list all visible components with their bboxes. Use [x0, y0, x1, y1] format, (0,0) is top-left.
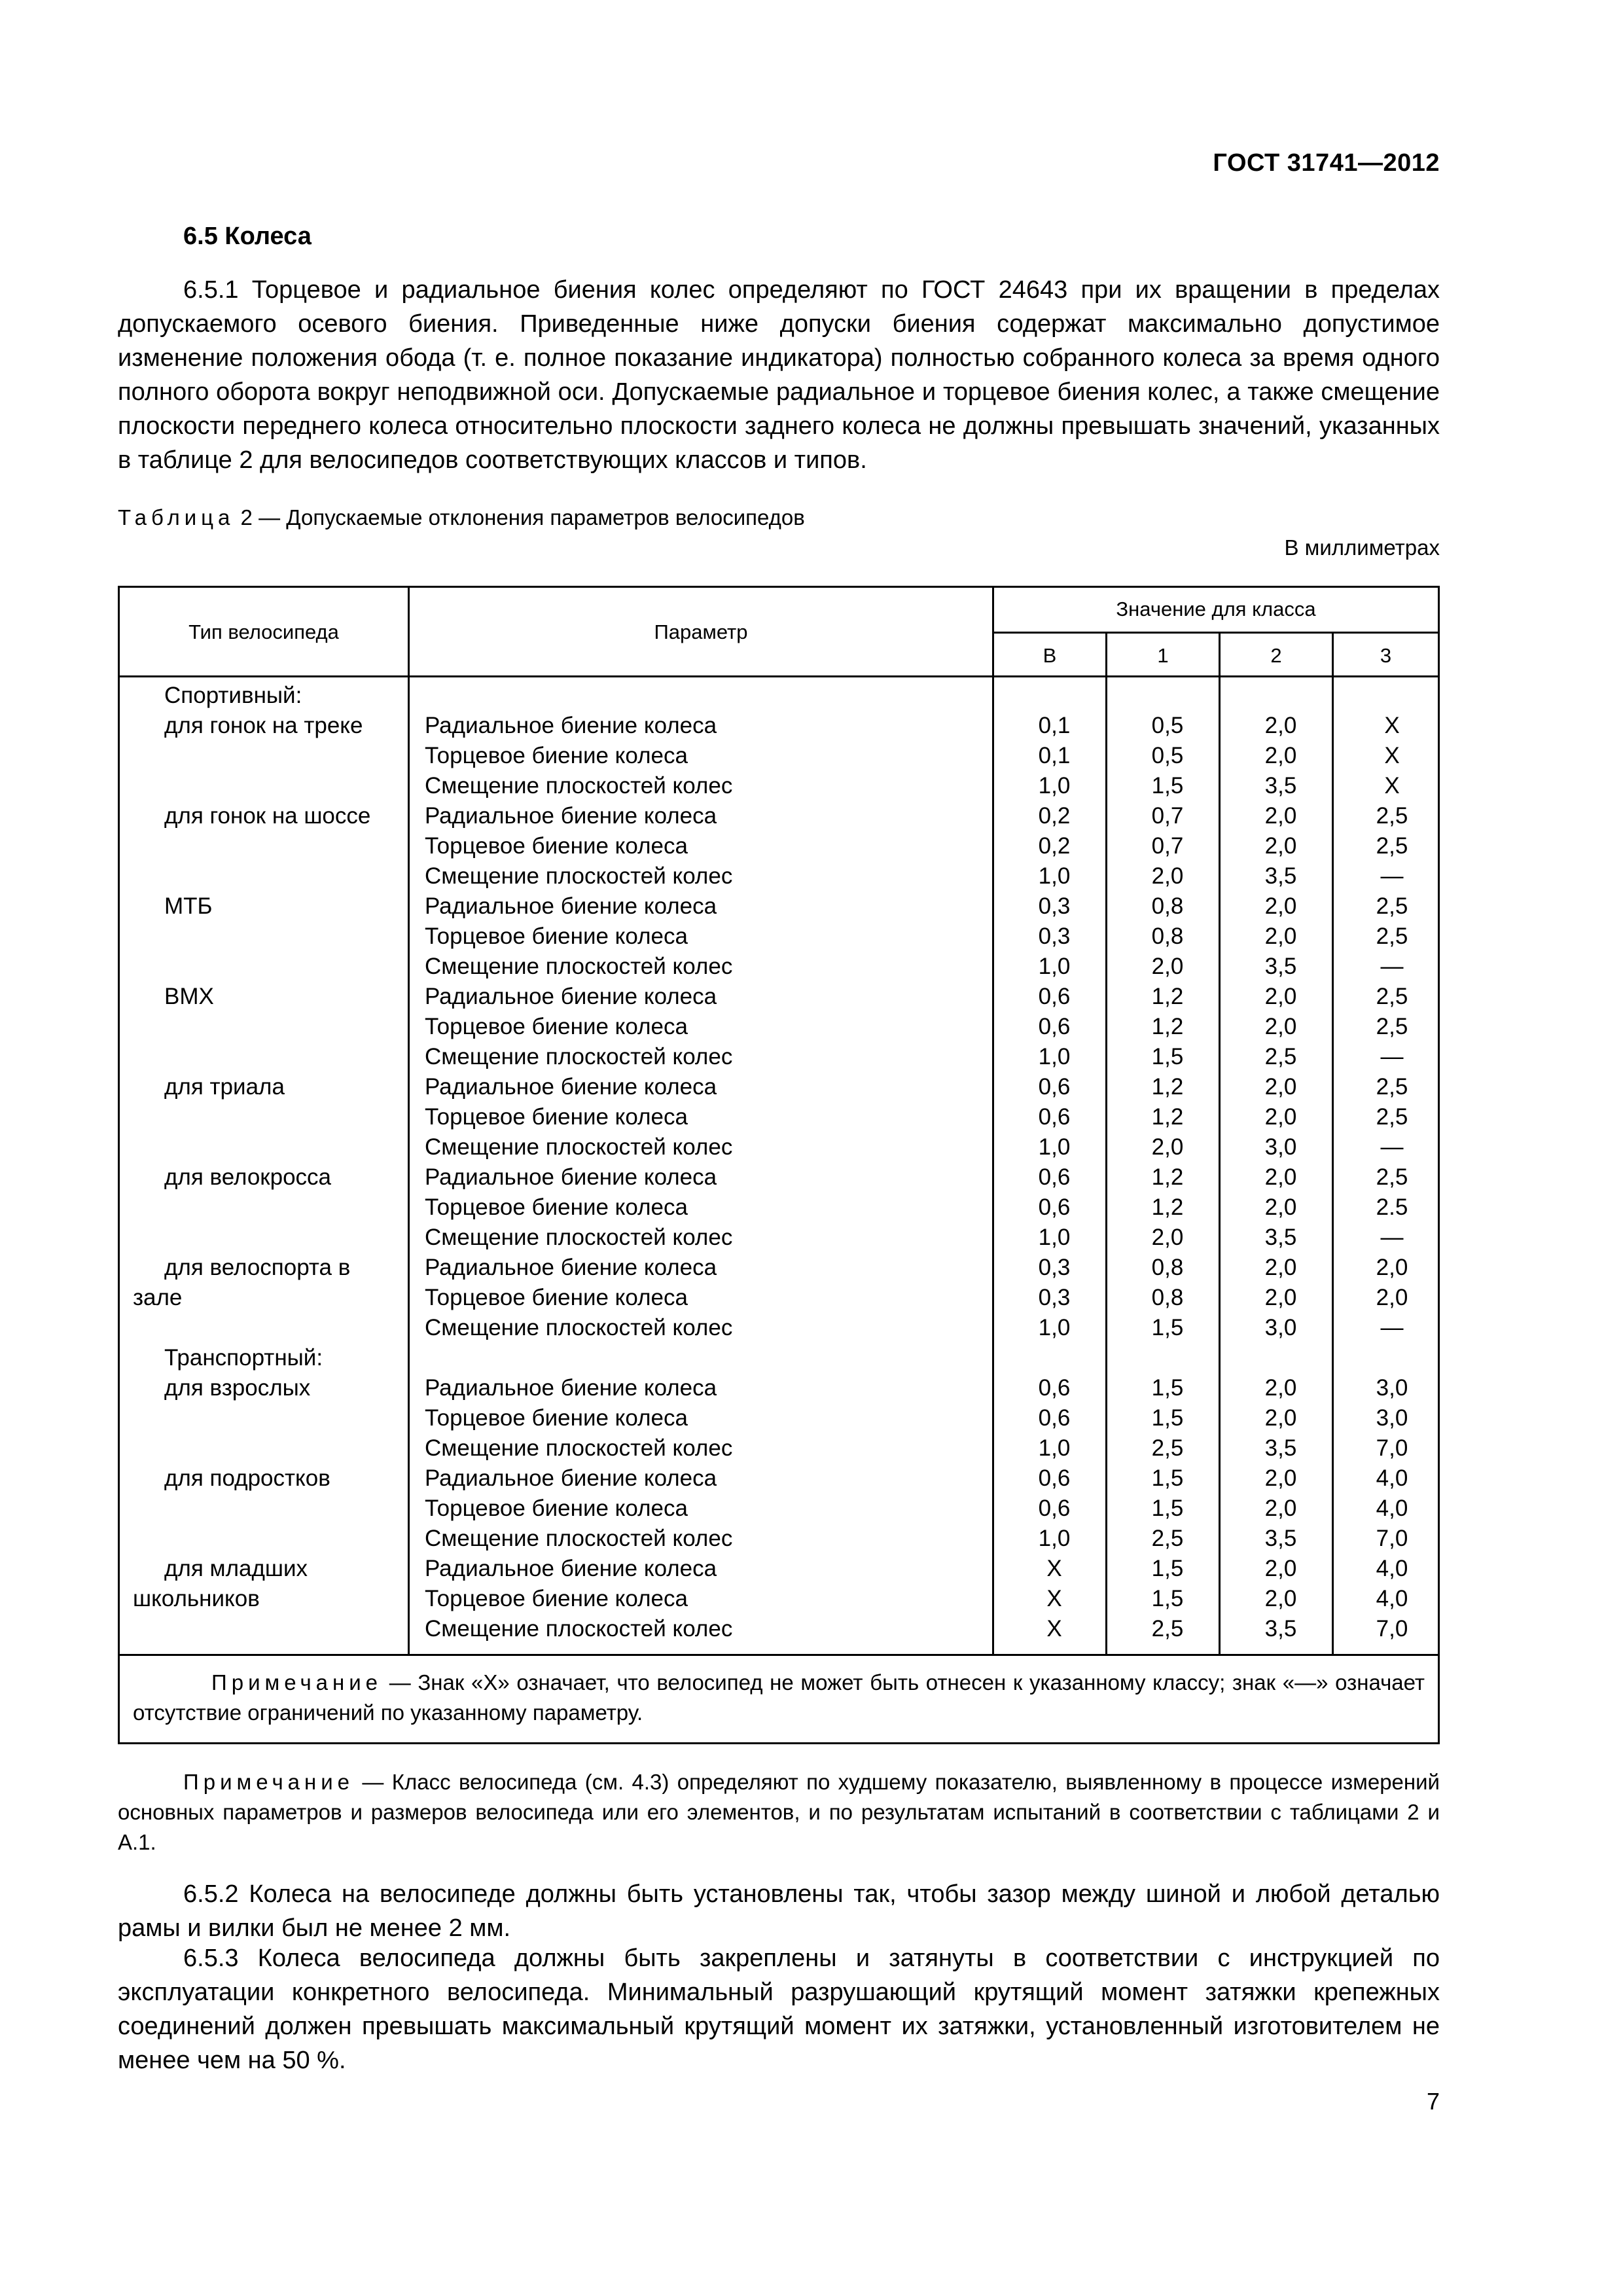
- parameter-cell: Радиальное биение колеса: [425, 1074, 717, 1100]
- class-2-value: 2,0: [1264, 1074, 1297, 1100]
- section-title: 6.5 Колеса: [183, 223, 312, 250]
- table-note: [133, 1668, 1425, 1728]
- header-class-b: В: [1043, 644, 1057, 667]
- class-2-value: 2,0: [1264, 893, 1297, 919]
- table-row: [120, 1343, 1438, 1373]
- bicycle-type-cell: Транспортный:: [164, 1345, 323, 1371]
- parameter-cell: Торцевое биение колеса: [425, 1496, 688, 1521]
- table-row: [120, 1463, 1438, 1494]
- class-b-value: 1,0: [1038, 1315, 1071, 1340]
- table-row: [120, 1403, 1438, 1433]
- class-2-value: 3,5: [1264, 1526, 1297, 1551]
- class-2-value: 3,5: [1264, 954, 1297, 979]
- class-3-value: X: [1384, 773, 1400, 798]
- class-2-value: 2,0: [1264, 1014, 1297, 1039]
- table-row: [120, 1494, 1438, 1524]
- bicycle-type-cell: ВМХ: [164, 984, 214, 1009]
- class-b-value: 1,0: [1038, 1225, 1071, 1250]
- table-row: [120, 1223, 1438, 1253]
- class-3-value: 2,5: [1376, 1074, 1408, 1100]
- class-1-value: 1,5: [1151, 1315, 1184, 1340]
- table-row: [120, 1012, 1438, 1042]
- class-2-value: 2,0: [1264, 833, 1297, 859]
- class-b-value: 0,6: [1038, 1194, 1071, 1220]
- class-3-value: 2,5: [1376, 984, 1408, 1009]
- class-2-value: 2,0: [1264, 1496, 1297, 1521]
- table-row: [120, 1554, 1438, 1584]
- class-3-value: —: [1380, 863, 1404, 889]
- bicycle-type-cell: для велоспорта в: [164, 1255, 351, 1280]
- class-3-value: 2.5: [1376, 1194, 1408, 1220]
- bicycle-type-cell: для гонок на шоссе: [164, 803, 371, 829]
- table-row: [120, 831, 1438, 861]
- parameter-cell: Смещение плоскостей колес: [425, 954, 733, 979]
- class-2-value: 2,0: [1264, 1164, 1297, 1190]
- class-1-value: 2,0: [1151, 1225, 1184, 1250]
- class-1-value: 2,5: [1151, 1616, 1184, 1641]
- class-b-value: 0,3: [1038, 893, 1071, 919]
- bicycle-type-cell: для подростков: [164, 1465, 330, 1491]
- class-3-value: 4,0: [1376, 1465, 1408, 1491]
- parameter-cell: Радиальное биение колеса: [425, 1556, 717, 1581]
- class-3-value: 2,0: [1376, 1285, 1408, 1310]
- parameter-cell: Смещение плоскостей колес: [425, 1526, 733, 1551]
- class-b-value: 1,0: [1038, 1435, 1071, 1461]
- parameter-cell: Смещение плоскостей колес: [425, 1616, 733, 1641]
- class-2-value: 3,5: [1264, 1616, 1297, 1641]
- class-2-value: 2,0: [1264, 1465, 1297, 1491]
- class-b-value: 0,6: [1038, 1375, 1071, 1401]
- class-2-value: 3,5: [1264, 773, 1297, 798]
- table-row: [120, 1162, 1438, 1193]
- divider: [992, 632, 1438, 634]
- class-3-value: 4,0: [1376, 1586, 1408, 1611]
- class-b-value: 0,6: [1038, 1405, 1071, 1431]
- divider: [120, 1654, 1438, 1656]
- parameter-cell: Радиальное биение колеса: [425, 803, 717, 829]
- bicycle-type-cell: для взрослых: [164, 1375, 311, 1401]
- table-row: [120, 1072, 1438, 1102]
- class-b-value: 0,3: [1038, 1255, 1071, 1280]
- table-row: [120, 1042, 1438, 1072]
- class-b-value: X: [1046, 1616, 1062, 1641]
- page-number: 7: [1426, 2088, 1440, 2115]
- class-3-value: 7,0: [1376, 1526, 1408, 1551]
- class-b-value: 0,3: [1038, 1285, 1071, 1310]
- table-row: [120, 1373, 1438, 1403]
- class-1-value: 1,5: [1151, 1375, 1184, 1401]
- class-2-value: 2,5: [1264, 1044, 1297, 1069]
- parameter-cell: Смещение плоскостей колес: [425, 1435, 733, 1461]
- class-3-value: 2,5: [1376, 893, 1408, 919]
- table-row: [120, 711, 1438, 741]
- class-b-value: 1,0: [1038, 1526, 1071, 1551]
- class-3-value: —: [1380, 1225, 1404, 1250]
- table-caption-text: 2 — Допускаемые отклонения параметров велосипедов: [234, 505, 805, 529]
- class-3-value: —: [1380, 1044, 1404, 1069]
- class-1-value: 0,5: [1151, 713, 1184, 738]
- document-code: ГОСТ 31741—2012: [1213, 149, 1440, 177]
- class-b-value: X: [1046, 1556, 1062, 1581]
- class-b-value: 0,2: [1038, 803, 1071, 829]
- table-row: [120, 922, 1438, 952]
- table-row: [120, 741, 1438, 771]
- class-b-value: 0,3: [1038, 924, 1071, 949]
- class-1-value: 0,8: [1151, 1285, 1184, 1310]
- table-body: [120, 681, 1438, 1644]
- class-3-value: 2,5: [1376, 1104, 1408, 1130]
- class-1-value: 2,0: [1151, 863, 1184, 889]
- table-row: [120, 1614, 1438, 1644]
- class-b-value: 0,6: [1038, 1496, 1071, 1521]
- class-b-value: 1,0: [1038, 954, 1071, 979]
- bicycle-type-cell: для велокросса: [164, 1164, 332, 1190]
- table-row: [120, 771, 1438, 801]
- table-caption-word: Таблица: [118, 505, 235, 529]
- tolerance-table: [118, 586, 1440, 1744]
- class-1-value: 1,5: [1151, 1496, 1184, 1521]
- class-3-value: 2,5: [1376, 924, 1408, 949]
- parameter-cell: Смещение плоскостей колес: [425, 1315, 733, 1340]
- class-2-value: 3,0: [1264, 1315, 1297, 1340]
- class-2-value: 2,0: [1264, 1556, 1297, 1581]
- class-2-value: 2,0: [1264, 984, 1297, 1009]
- parameter-cell: Торцевое биение колеса: [425, 743, 688, 768]
- class-3-value: 4,0: [1376, 1496, 1408, 1521]
- class-1-value: 1,2: [1151, 984, 1184, 1009]
- table-row: [120, 801, 1438, 831]
- table-row: [120, 1132, 1438, 1162]
- parameter-cell: Смещение плоскостей колес: [425, 1225, 733, 1250]
- class-b-value: 1,0: [1038, 863, 1071, 889]
- class-1-value: 1,2: [1151, 1074, 1184, 1100]
- bicycle-type-cell: Спортивный:: [164, 683, 302, 708]
- parameter-cell: Радиальное биение колеса: [425, 1164, 717, 1190]
- class-1-value: 1,2: [1151, 1194, 1184, 1220]
- class-3-value: 3,0: [1376, 1375, 1408, 1401]
- class-1-value: 1,2: [1151, 1164, 1184, 1190]
- parameter-cell: Радиальное биение колеса: [425, 1465, 717, 1491]
- header-value-group: Значение для класса: [1116, 598, 1316, 620]
- bicycle-type-cell: для гонок на треке: [164, 713, 363, 738]
- table-note-word: Примечание: [211, 1670, 383, 1695]
- parameter-cell: Торцевое биение колеса: [425, 1586, 688, 1611]
- class-1-value: 2,0: [1151, 1134, 1184, 1160]
- class-b-value: 1,0: [1038, 1134, 1071, 1160]
- class-1-value: 0,8: [1151, 924, 1184, 949]
- parameter-cell: Торцевое биение колеса: [425, 1014, 688, 1039]
- header-class-1: 1: [1157, 644, 1169, 667]
- parameter-cell: Радиальное биение колеса: [425, 984, 717, 1009]
- parameter-cell: Торцевое биение колеса: [425, 1194, 688, 1220]
- parameter-cell: Радиальное биение колеса: [425, 1255, 717, 1280]
- class-2-value: 2,0: [1264, 1285, 1297, 1310]
- table-row: [120, 1193, 1438, 1223]
- class-1-value: 1,5: [1151, 1586, 1184, 1611]
- class-1-value: 1,5: [1151, 773, 1184, 798]
- table-row: [120, 861, 1438, 891]
- class-3-value: X: [1384, 743, 1400, 768]
- classification-note: [118, 1767, 1440, 1857]
- class-2-value: 2,0: [1264, 713, 1297, 738]
- class-b-value: 0,6: [1038, 1465, 1071, 1491]
- table-row: [120, 1524, 1438, 1554]
- table-note-text: — Знак «Х» означает, что велосипед не может быть отнесен к указанному классу; знак «—» означает отсутствие ограничений по указанному параметру.: [133, 1670, 1425, 1725]
- parameter-cell: Радиальное биение колеса: [425, 1375, 717, 1401]
- bicycle-type-cell: для триала: [164, 1074, 285, 1100]
- class-3-value: 7,0: [1376, 1616, 1408, 1641]
- class-2-value: 3,5: [1264, 863, 1297, 889]
- class-1-value: 2,0: [1151, 954, 1184, 979]
- header-class-3: 3: [1380, 644, 1392, 667]
- class-1-value: 1,2: [1151, 1104, 1184, 1130]
- parameter-cell: Смещение плоскостей колес: [425, 863, 733, 889]
- class-1-value: 1,5: [1151, 1044, 1184, 1069]
- note-word: Примечание: [183, 1770, 355, 1794]
- class-1-value: 0,8: [1151, 893, 1184, 919]
- class-3-value: 2,5: [1376, 1164, 1408, 1190]
- class-3-value: 7,0: [1376, 1435, 1408, 1461]
- class-2-value: 3,5: [1264, 1435, 1297, 1461]
- class-b-value: 0,6: [1038, 1104, 1071, 1130]
- class-b-value: 1,0: [1038, 773, 1071, 798]
- class-2-value: 3,0: [1264, 1134, 1297, 1160]
- parameter-cell: Смещение плоскостей колес: [425, 1134, 733, 1160]
- table-units: В миллиметрах: [1284, 535, 1440, 560]
- class-3-value: 3,0: [1376, 1405, 1408, 1431]
- table-row: [120, 1283, 1438, 1313]
- class-2-value: 2,0: [1264, 1255, 1297, 1280]
- class-3-value: X: [1384, 713, 1400, 738]
- class-b-value: 0,6: [1038, 1074, 1071, 1100]
- table-row: [120, 1313, 1438, 1343]
- header-class-2: 2: [1270, 644, 1282, 667]
- class-1-value: 2,5: [1151, 1526, 1184, 1551]
- header-type: Тип велосипеда: [188, 620, 339, 643]
- table-row: [120, 681, 1438, 711]
- class-3-value: 4,0: [1376, 1556, 1408, 1581]
- parameter-cell: Радиальное биение колеса: [425, 713, 717, 738]
- paragraph-6-5-2: 6.5.2 Колеса на велосипеде должны быть установлены так, чтобы зазор между шиной и любой деталью рамы и вилки был не менее 2 мм.: [118, 1880, 1440, 1942]
- parameter-cell: Торцевое биение колеса: [425, 1405, 688, 1431]
- parameter-cell: Смещение плоскостей колес: [425, 1044, 733, 1069]
- class-3-value: 2,0: [1376, 1255, 1408, 1280]
- class-1-value: 0,7: [1151, 833, 1184, 859]
- bicycle-type-cell: для младших: [164, 1556, 308, 1581]
- parameter-cell: Торцевое биение колеса: [425, 1285, 688, 1310]
- class-b-value: 0,6: [1038, 1164, 1071, 1190]
- table-row: [120, 1433, 1438, 1463]
- parameter-cell: Торцевое биение колеса: [425, 924, 688, 949]
- table-row: [120, 1584, 1438, 1614]
- class-b-value: 0,1: [1038, 743, 1071, 768]
- class-2-value: 3,5: [1264, 1225, 1297, 1250]
- header-param: Параметр: [654, 620, 748, 643]
- class-2-value: 2,0: [1264, 743, 1297, 768]
- table-row: [120, 952, 1438, 982]
- class-1-value: 1,2: [1151, 1014, 1184, 1039]
- class-1-value: 2,5: [1151, 1435, 1184, 1461]
- class-3-value: 2,5: [1376, 803, 1408, 829]
- class-3-value: 2,5: [1376, 833, 1408, 859]
- parameter-cell: Торцевое биение колеса: [425, 1104, 688, 1130]
- class-2-value: 2,0: [1264, 1405, 1297, 1431]
- bicycle-type-cell: МТБ: [164, 893, 213, 919]
- class-1-value: 0,8: [1151, 1255, 1184, 1280]
- class-1-value: 0,5: [1151, 743, 1184, 768]
- class-2-value: 2,0: [1264, 1586, 1297, 1611]
- class-3-value: —: [1380, 1134, 1404, 1160]
- class-b-value: 1,0: [1038, 1044, 1071, 1069]
- parameter-cell: Смещение плоскостей колес: [425, 773, 733, 798]
- table-row: [120, 1253, 1438, 1283]
- table-row: [120, 891, 1438, 922]
- paragraph-6-5-3: 6.5.3 Колеса велосипеда должны быть закреплены и затянуты в соответствии с инструкцией по эксплуатации конкретного велосипеда. Минимальный разрушающий крутящий момент затяжки крепежных соединений должен превышать максимальный крутящий момент их затяжки, установленный изготовителем не менее чем на 50 %.: [118, 1945, 1440, 2074]
- class-b-value: X: [1046, 1586, 1062, 1611]
- class-1-value: 0,7: [1151, 803, 1184, 829]
- table-row: [120, 982, 1438, 1012]
- table-caption: [118, 505, 805, 530]
- class-1-value: 1,5: [1151, 1556, 1184, 1581]
- class-3-value: —: [1380, 954, 1404, 979]
- class-b-value: 0,1: [1038, 713, 1071, 738]
- paragraph-6-5-1: 6.5.1 Торцевое и радиальное биения колес определяют по ГОСТ 24643 при их вращении в пределах допускаемого осевого биения. Приведенные ниже допуски биения содержат максимально допустимое изменение положения обода (т. е. полное показание индикатора) полностью собранного колеса за время одного полного оборота вокруг неподвижной оси. Допускаемые радиальное и торцевое биения колес, а также смещение плоскости переднего колеса относительно плоскости заднего колеса не должны превышать значений, указанных в таблице 2 для велосипедов соответствующих классов и типов.: [118, 276, 1440, 474]
- bicycle-type-cell: зале: [133, 1285, 183, 1310]
- note-text: — Класс велосипеда (см. 4.3) определяют по худшему показателю, выявленному в процессе измерений основных параметров и размеров велосипеда или его элементов, и по результатам испытаний в соответствии с таблицами 2 и А.1.: [118, 1770, 1440, 1854]
- class-b-value: 0,6: [1038, 1014, 1071, 1039]
- class-2-value: 2,0: [1264, 1104, 1297, 1130]
- divider: [120, 675, 1438, 677]
- class-2-value: 2,0: [1264, 803, 1297, 829]
- class-3-value: —: [1380, 1315, 1404, 1340]
- class-2-value: 2,0: [1264, 1375, 1297, 1401]
- class-3-value: 2,5: [1376, 1014, 1408, 1039]
- class-2-value: 2,0: [1264, 924, 1297, 949]
- class-b-value: 0,6: [1038, 984, 1071, 1009]
- bicycle-type-cell: школьников: [133, 1586, 260, 1611]
- parameter-cell: Радиальное биение колеса: [425, 893, 717, 919]
- class-2-value: 2,0: [1264, 1194, 1297, 1220]
- table-row: [120, 1102, 1438, 1132]
- class-1-value: 1,5: [1151, 1405, 1184, 1431]
- parameter-cell: Торцевое биение колеса: [425, 833, 688, 859]
- class-b-value: 0,2: [1038, 833, 1071, 859]
- class-1-value: 1,5: [1151, 1465, 1184, 1491]
